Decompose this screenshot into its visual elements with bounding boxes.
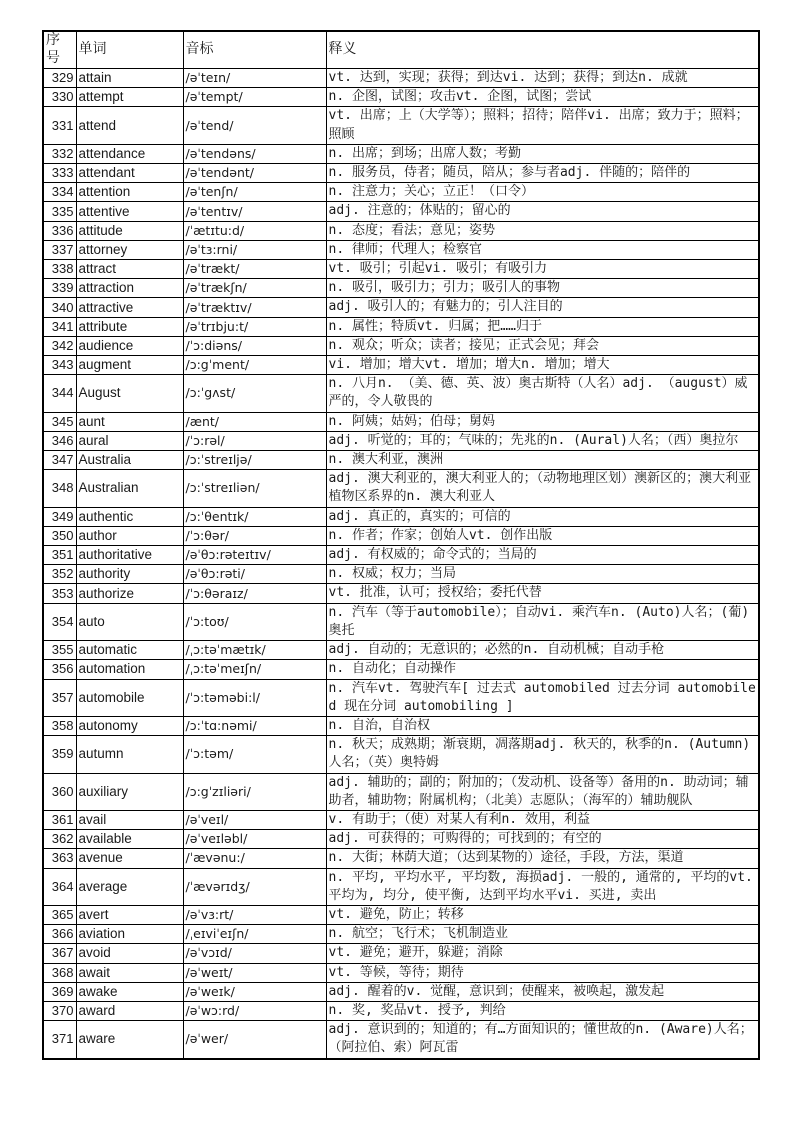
definition-cell: n. 观众；听众；读者；接见；正式会见；拜会 [326,336,759,355]
word-cell: audience [76,336,183,355]
row-number: 365 [43,905,76,924]
definition-cell: n. 吸引，吸引力；引力；吸引人的事物 [326,279,759,298]
table-row [43,963,759,982]
definition-cell: n. 八月n. （美、德、英、波）奥古斯特（人名）adj. （august）威严的，令人敬畏的 [326,375,759,412]
row-number: 357 [43,679,76,716]
word-cell: available [76,830,183,849]
word-cell: author [76,526,183,545]
row-number: 355 [43,641,76,660]
table-row [43,317,759,336]
table-row [43,565,759,584]
column-header-definition: 释义 [326,31,759,69]
table-row [43,679,759,716]
definition-cell: vt. 达到，实现；获得；到达vi. 达到；获得；到达n. 成就 [326,69,759,88]
phonetic-cell: /əˈteɪn/ [183,69,326,88]
word-cell: automobile [76,679,183,716]
phonetic-cell: /ˌeɪviˈeɪʃn/ [183,925,326,944]
definition-cell: n. 大街；林荫大道；（达到某物的）途径，手段，方法，渠道 [326,849,759,868]
word-cell: August [76,375,183,412]
word-cell: auxiliary [76,773,183,810]
word-cell: automatic [76,641,183,660]
definition-cell: adj. 辅助的；副的；附加的；（发动机、设备等）备用的n. 助动词；辅助者，辅助物；附属机构；（北美）志愿队；（海军的）辅助舰队 [326,773,759,810]
phonetic-cell: /əˈweɪt/ [183,963,326,982]
definition-cell: adj. 听觉的；耳的；气味的；先兆的n. (Aural)人名；（西）奥拉尔 [326,431,759,450]
phonetic-cell: /əˈveɪləbl/ [183,830,326,849]
row-number: 348 [43,470,76,507]
column-header-phonetic: 音标 [183,31,326,69]
word-cell: authorize [76,584,183,603]
row-number: 352 [43,565,76,584]
row-number: 344 [43,375,76,412]
definition-cell: adj. 醒着的v. 觉醒，意识到；使醒来，被唤起，激发起 [326,982,759,1001]
definition-cell: n. 属性；特质vt. 归属；把……归于 [326,317,759,336]
table-row [43,507,759,526]
phonetic-cell: /əˈvɜ:rt/ [183,905,326,924]
word-cell: attendant [76,164,183,183]
vocabulary-table [42,30,760,1060]
phonetic-cell: /ɔ:ˈstreɪljə/ [183,451,326,470]
word-cell: augment [76,356,183,375]
table-row [43,660,759,679]
definition-cell: n. 作者；作家；创始人vt. 创作出版 [326,526,759,545]
table-row [43,546,759,565]
row-number: 329 [43,69,76,88]
phonetic-cell: /əˈweɪk/ [183,982,326,1001]
row-number: 364 [43,868,76,905]
word-cell: authority [76,565,183,584]
row-number: 349 [43,507,76,526]
word-cell: aviation [76,925,183,944]
word-cell: attempt [76,88,183,107]
table-row [43,868,759,905]
word-cell: attraction [76,279,183,298]
table-row [43,279,759,298]
table-row [43,202,759,221]
phonetic-cell: /əˈtendəns/ [183,144,326,163]
row-number: 350 [43,526,76,545]
phonetic-cell: /ænt/ [183,412,326,431]
table-row [43,830,759,849]
header-row [43,31,759,69]
row-number: 363 [43,849,76,868]
word-cell: avenue [76,849,183,868]
word-cell: avert [76,905,183,924]
word-cell: attendance [76,144,183,163]
word-cell: automation [76,660,183,679]
table-row [43,298,759,317]
row-number: 368 [43,963,76,982]
definition-cell: n. 航空；飞行术；飞机制造业 [326,925,759,944]
phonetic-cell: /əˈwer/ [183,1021,326,1059]
definition-cell: adj. 意识到的；知道的；有…方面知识的；懂世故的n. (Aware)人名；（阿拉伯、索）阿瓦雷 [326,1021,759,1059]
word-cell: avail [76,810,183,829]
row-number: 332 [43,144,76,163]
word-cell: attention [76,183,183,202]
phonetic-cell: /əˈtɜ:rni/ [183,240,326,259]
table-row [43,944,759,963]
definition-cell: n. 自治，自治权 [326,716,759,735]
definition-cell: n. 律师；代理人；检察官 [326,240,759,259]
row-number: 361 [43,810,76,829]
row-number: 343 [43,356,76,375]
row-number: 336 [43,221,76,240]
phonetic-cell: /əˈtentɪv/ [183,202,326,221]
table-row [43,356,759,375]
definition-cell: vt. 避免，防止；转移 [326,905,759,924]
definition-cell: n. 汽车（等于automobile）；自动vi. 乘汽车n. (Auto)人名；(葡)奥托 [326,603,759,640]
row-number: 354 [43,603,76,640]
table-row [43,810,759,829]
definition-cell: vt. 出席；上（大学等）；照料；招待；陪伴vi. 出席；致力于；照料；照顾 [326,107,759,144]
table-row [43,584,759,603]
phonetic-cell: /ˈætɪtu:d/ [183,221,326,240]
table-row [43,144,759,163]
word-cell: authoritative [76,546,183,565]
table-row [43,603,759,640]
word-cell: aunt [76,412,183,431]
row-number: 337 [43,240,76,259]
definition-cell: n. 态度；看法；意见；姿势 [326,221,759,240]
table-row [43,470,759,507]
word-cell: auto [76,603,183,640]
phonetic-cell: /ˌɔ:təˈmætɪk/ [183,641,326,660]
table-row [43,336,759,355]
phonetic-cell: /əˈtrɪbju:t/ [183,317,326,336]
column-header-number: 序号 [43,31,76,69]
definition-cell: adj. 澳大利亚的，澳大利亚人的；（动物地理区划）澳新区的；澳大利亚植物区系界的n. 澳大利亚人 [326,470,759,507]
table-row [43,905,759,924]
phonetic-cell: /əˈtendənt/ [183,164,326,183]
row-number: 359 [43,736,76,773]
word-cell: award [76,1001,183,1020]
phonetic-cell: /ɔ:ˈtɑ:nəmi/ [183,716,326,735]
row-number: 358 [43,716,76,735]
table-row [43,641,759,660]
word-cell: Australian [76,470,183,507]
table-header [43,31,759,69]
word-cell: attend [76,107,183,144]
table-row [43,526,759,545]
definition-cell: adj. 有权威的；命令式的；当局的 [326,546,759,565]
row-number: 341 [43,317,76,336]
row-number: 331 [43,107,76,144]
word-cell: avoid [76,944,183,963]
phonetic-cell: /əˈvɔɪd/ [183,944,326,963]
table-row [43,164,759,183]
definition-cell: adj. 真正的，真实的；可信的 [326,507,759,526]
definition-cell: vt. 批准，认可；授权给；委托代替 [326,584,759,603]
row-number: 353 [43,584,76,603]
row-number: 346 [43,431,76,450]
phonetic-cell: /ˌɔ:təˈmeɪʃn/ [183,660,326,679]
phonetic-cell: /əˈwɔ:rd/ [183,1001,326,1020]
definition-cell: vt. 等候，等待；期待 [326,963,759,982]
word-cell: attract [76,260,183,279]
row-number: 340 [43,298,76,317]
table-body [43,69,759,1059]
definition-cell: vt. 吸引；引起vi. 吸引；有吸引力 [326,260,759,279]
table-row [43,982,759,1001]
table-row [43,736,759,773]
phonetic-cell: /əˈtræktɪv/ [183,298,326,317]
word-cell: aware [76,1021,183,1059]
phonetic-cell: /əˈtempt/ [183,88,326,107]
definition-cell: n. 服务员，侍者；随员，陪从；参与者adj. 伴随的；陪伴的 [326,164,759,183]
definition-cell: n. 澳大利亚，澳洲 [326,451,759,470]
word-cell: attractive [76,298,183,317]
definition-cell: n. 权威；权力；当局 [326,565,759,584]
row-number: 367 [43,944,76,963]
table-row [43,88,759,107]
table-row [43,375,759,412]
definition-cell: vi. 增加；增大vt. 增加；增大n. 增加；增大 [326,356,759,375]
column-header-word: 单词 [76,31,183,69]
row-number: 360 [43,773,76,810]
definition-cell: v. 有助于；（使）对某人有利n. 效用，利益 [326,810,759,829]
row-number: 338 [43,260,76,279]
table-row [43,260,759,279]
phonetic-cell: /ɔ:gˈzɪliəri/ [183,773,326,810]
definition-cell: n. 自动化；自动操作 [326,660,759,679]
phonetic-cell: /əˈtrækt/ [183,260,326,279]
phonetic-cell: /ˈɔ:diəns/ [183,336,326,355]
table-row [43,773,759,810]
definition-cell: n. 阿姨；姑妈；伯母；舅妈 [326,412,759,431]
table-row [43,412,759,431]
phonetic-cell: /ɔ:ˈstreɪliən/ [183,470,326,507]
row-number: 356 [43,660,76,679]
definition-cell: n. 出席；到场；出席人数；考勤 [326,144,759,163]
phonetic-cell: /ˈævərɪdʒ/ [183,868,326,905]
phonetic-cell: /ˈɔ:θər/ [183,526,326,545]
table-row [43,107,759,144]
table-row [43,69,759,88]
definition-cell: adj. 自动的；无意识的；必然的n. 自动机械；自动手枪 [326,641,759,660]
phonetic-cell: /ɔ:ˈgʌst/ [183,375,326,412]
definition-cell: adj. 注意的；体贴的；留心的 [326,202,759,221]
table-row [43,716,759,735]
definition-cell: n. 秋天；成熟期；渐衰期，凋落期adj. 秋天的，秋季的n. (Autumn)人名；（英）奥特姆 [326,736,759,773]
table-row [43,221,759,240]
word-cell: average [76,868,183,905]
phonetic-cell: /əˈtend/ [183,107,326,144]
phonetic-cell: /ˈɔ:rəl/ [183,431,326,450]
phonetic-cell: /ˈɔ:θəraɪz/ [183,584,326,603]
word-cell: attain [76,69,183,88]
row-number: 333 [43,164,76,183]
row-number: 369 [43,982,76,1001]
word-cell: await [76,963,183,982]
row-number: 330 [43,88,76,107]
phonetic-cell: /əˈtrækʃn/ [183,279,326,298]
word-cell: attentive [76,202,183,221]
row-number: 345 [43,412,76,431]
definition-cell: adj. 可获得的；可购得的；可找到的；有空的 [326,830,759,849]
definition-cell: n. 汽车vt. 驾驶汽车[ 过去式 automobiled 过去分词 automobiled 现在分词 automobiling ] [326,679,759,716]
table-row [43,849,759,868]
word-cell: Australia [76,451,183,470]
word-cell: authentic [76,507,183,526]
row-number: 339 [43,279,76,298]
phonetic-cell: /ˈævənu:/ [183,849,326,868]
phonetic-cell: /əˈθɔ:rəteɪtɪv/ [183,546,326,565]
phonetic-cell: /əˈtenʃn/ [183,183,326,202]
word-cell: attitude [76,221,183,240]
definition-cell: n. 平均, 平均水平, 平均数, 海损adj. 一般的, 通常的, 平均的vt. 平均为, 均分, 使平衡, 达到平均水平vi. 买进, 卖出 [326,868,759,905]
word-cell: awake [76,982,183,1001]
definition-cell: n. 奖, 奖品vt. 授予, 判给 [326,1001,759,1020]
row-number: 334 [43,183,76,202]
phonetic-cell: /əˈθɔ:rəti/ [183,565,326,584]
row-number: 366 [43,925,76,944]
table-row [43,183,759,202]
row-number: 351 [43,546,76,565]
phonetic-cell: /ɔ:ˈθentɪk/ [183,507,326,526]
word-cell: attribute [76,317,183,336]
word-cell: autonomy [76,716,183,735]
row-number: 335 [43,202,76,221]
row-number: 370 [43,1001,76,1020]
word-cell: autumn [76,736,183,773]
phonetic-cell: /ɔ:gˈment/ [183,356,326,375]
row-number: 371 [43,1021,76,1059]
row-number: 362 [43,830,76,849]
phonetic-cell: /ˈɔ:toʊ/ [183,603,326,640]
phonetic-cell: /ˈɔ:təm/ [183,736,326,773]
definition-cell: vt. 避免；避开，躲避；消除 [326,944,759,963]
definition-cell: n. 注意力；关心；立正！（口令） [326,183,759,202]
word-cell: aural [76,431,183,450]
row-number: 347 [43,451,76,470]
table-row [43,240,759,259]
phonetic-cell: /əˈveɪl/ [183,810,326,829]
table-row [43,925,759,944]
table-row [43,451,759,470]
row-number: 342 [43,336,76,355]
definition-cell: n. 企图，试图；攻击vt. 企图，试图；尝试 [326,88,759,107]
definition-cell: adj. 吸引人的；有魅力的；引人注目的 [326,298,759,317]
word-cell: attorney [76,240,183,259]
phonetic-cell: /ˈɔ:təməbi:l/ [183,679,326,716]
table-row [43,1021,759,1059]
table-row [43,1001,759,1020]
table-row [43,431,759,450]
